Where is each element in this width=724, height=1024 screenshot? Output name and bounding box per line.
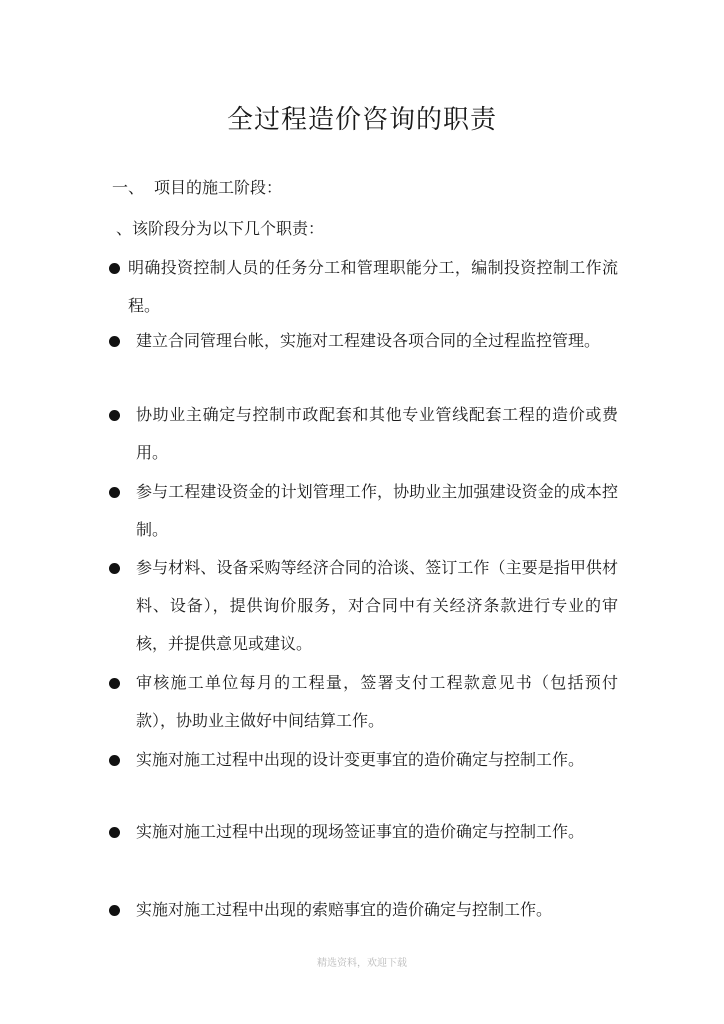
bullet-icon	[109, 905, 120, 916]
list-item-6: 审核施工单位每月的工程量，签署支付工程款意见书（包括预付款），协助业主做好中间结算工作。	[136, 673, 618, 730]
bullet-icon	[109, 755, 120, 766]
bullet-icon	[109, 563, 120, 574]
list-item-8: 实施对施工过程中出现的现场签证事宜的造价确定与控制工作。	[136, 822, 585, 841]
section-title: 项目的施工阶段：	[154, 178, 283, 197]
bullet-icon	[109, 678, 120, 689]
bullet-icon	[109, 487, 120, 498]
list-item-3: 协助业主确定与控制市政配套和其他专业管线配套工程的造价或费用。	[136, 405, 618, 462]
list-item-9: 实施对施工过程中出现的索赔事宜的造价确定与控制工作。	[136, 900, 553, 919]
page-footer: 精选资料，欢迎下载	[317, 958, 407, 969]
bullet-icon	[109, 336, 120, 347]
list-item-7: 实施对施工过程中出现的设计变更事宜的造价确定与控制工作。	[136, 750, 585, 769]
section-number: 一、	[112, 178, 145, 197]
bullet-icon	[109, 410, 120, 421]
list-item-1: 明确投资控制人员的任务分工和管理职能分工，编制投资控制工作流程。	[128, 258, 618, 315]
bullet-icon	[109, 827, 120, 838]
section-heading	[112, 176, 282, 200]
list-item-4: 参与工程建设资金的计划管理工作，协助业主加强建设资金的成本控制。	[136, 482, 618, 539]
list-item-5: 参与材料、设备采购等经济合同的洽谈、签订工作（主要是指甲供材料、设备），提供询价服务，对合同中有关经济条款进行专业的审核，并提供意见或建议。	[136, 558, 618, 653]
list-item-2: 建立合同管理台帐，实施对工程建设各项合同的全过程监控管理。	[136, 331, 601, 350]
section-intro: 、该阶段分为以下几个职责：	[116, 219, 325, 238]
document-title: 全过程造价咨询的职责	[226, 105, 497, 135]
bullet-icon	[109, 263, 120, 274]
